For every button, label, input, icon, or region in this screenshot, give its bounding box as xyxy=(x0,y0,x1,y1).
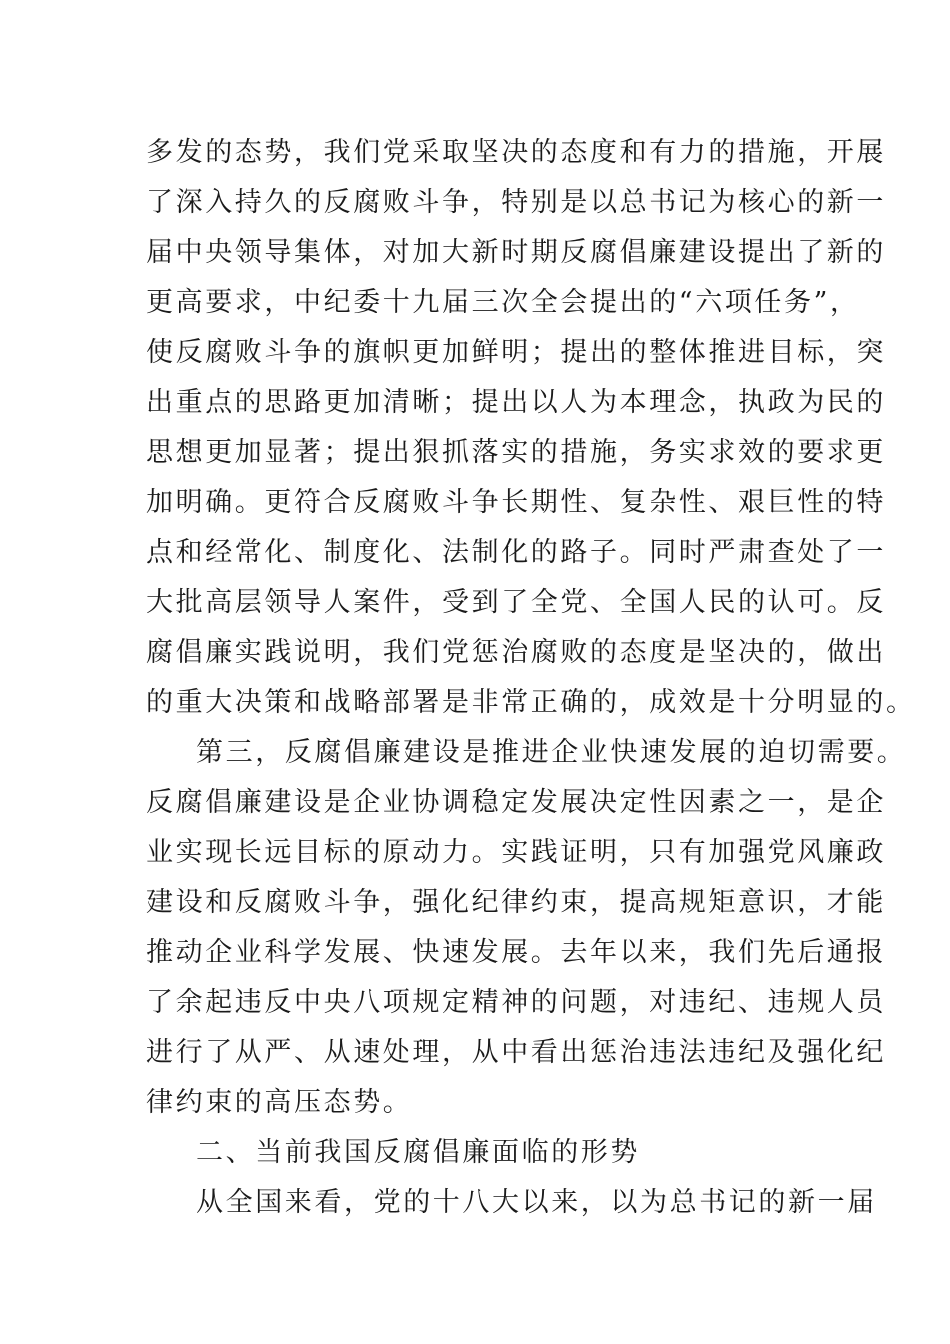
paragraph-heading-line: 第三，反腐倡廉建设是推进企业快速发展的迫切需要。 xyxy=(196,737,907,768)
text-line: 进行了从严、从速处理，从中看出惩治违法违纪及强化纪 xyxy=(146,1037,886,1068)
text-line: 律约束的高压态势。 xyxy=(146,1087,413,1118)
text-line: 反腐倡廉建设是企业协调稳定发展决定性因素之一，是企 xyxy=(146,787,886,818)
text-line: 多发的态势，我们党采取坚决的态度和有力的措施，开展 xyxy=(146,137,886,168)
text-line: 了深入持久的反腐败斗争，特别是以总书记为核心的新一 xyxy=(146,187,886,218)
text-line: 的重大决策和战略部署是非常正确的，成效是十分明显的。 xyxy=(146,687,916,718)
text-line: 腐倡廉实践说明，我们党惩治腐败的态度是坚决的，做出 xyxy=(146,637,886,668)
text-line: 更高要求，中纪委十九届三次全会提出的“六项任务”， xyxy=(146,287,860,318)
text-line: 出重点的思路更加清晰；提出以人为本理念，执政为民的 xyxy=(146,387,886,418)
text-line: 点和经常化、制度化、法制化的路子。同时严肃查处了一 xyxy=(146,537,886,568)
text-line: 建设和反腐败斗争，强化纪律约束，提高规矩意识，才能 xyxy=(146,887,886,918)
text-line: 推动企业科学发展、快速发展。去年以来，我们先后通报 xyxy=(146,937,886,968)
section-heading: 二、当前我国反腐倡廉面临的形势 xyxy=(196,1137,640,1168)
text-line: 加明确。更符合反腐败斗争长期性、复杂性、艰巨性的特 xyxy=(146,487,886,518)
text-line: 业实现长远目标的原动力。实践证明，只有加强党风廉政 xyxy=(146,837,886,868)
text-line: 届中央领导集体，对加大新时期反腐倡廉建设提出了新的 xyxy=(146,237,886,268)
text-line: 大批高层领导人案件，受到了全党、全国人民的认可。反 xyxy=(146,587,886,618)
text-line: 使反腐败斗争的旗帜更加鲜明；提出的整体推进目标，突 xyxy=(146,337,886,368)
text-line: 从全国来看，党的十八大以来，以为总书记的新一届 xyxy=(196,1187,877,1218)
text-line: 思想更加显著；提出狠抓落实的措施，务实求效的要求更 xyxy=(146,437,886,468)
text-line: 了余起违反中央八项规定精神的问题，对违纪、违规人员 xyxy=(146,987,886,1018)
